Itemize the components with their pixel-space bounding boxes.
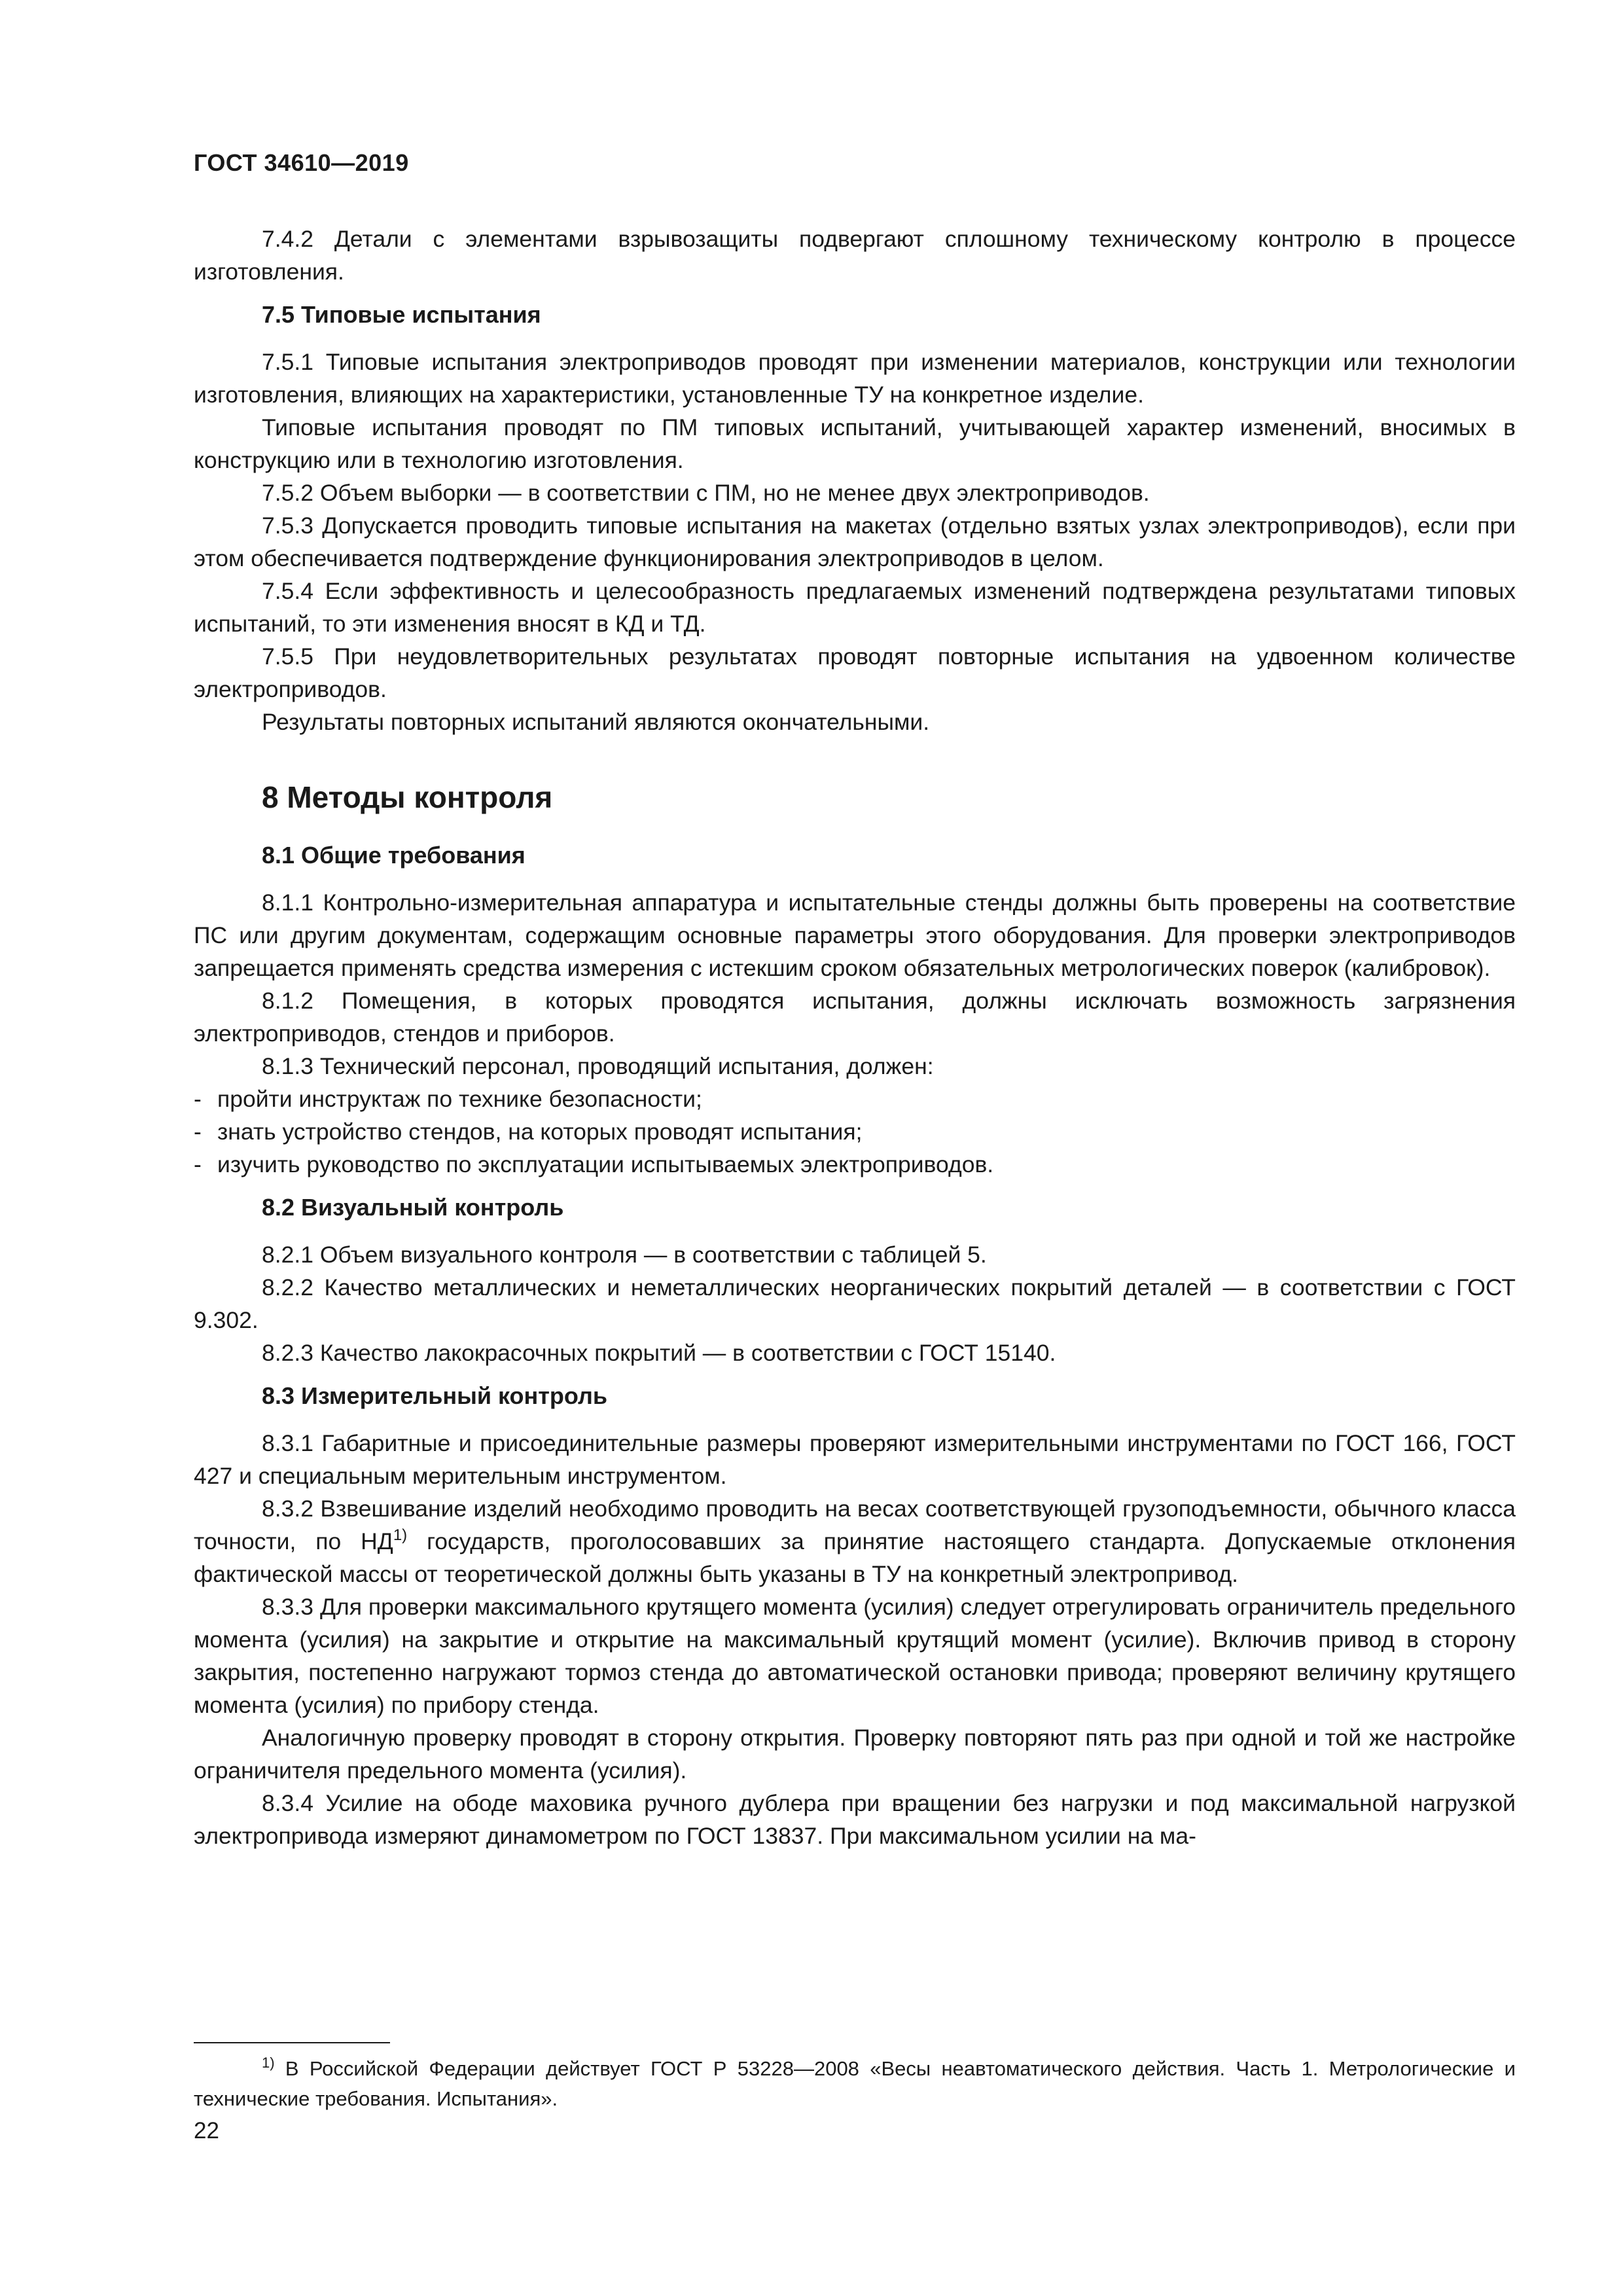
list-dash: - — [194, 1119, 202, 1145]
paragraph-8-1-3: 8.1.3 Технический персонал, проводящий испытания, должен: — [262, 1053, 934, 1079]
footnote — [194, 2054, 1516, 2114]
paragraph-7-5-5-continued: Результаты повторных испытаний являются окончательными. — [262, 709, 930, 735]
subsection-title-7-5: 7.5 Типовые испытания — [262, 301, 541, 328]
list-item — [194, 1148, 1516, 1181]
page-body — [194, 223, 1516, 1852]
list-dash: - — [194, 1151, 202, 1177]
paragraph-8-2-3: 8.2.3 Качество лакокрасочных покрытий — в соответствии с ГОСТ 15140. — [262, 1340, 1056, 1366]
subsection-title-8-3: 8.3 Измерительный контроль — [262, 1382, 607, 1409]
footnote-text: В Российской Федерации действует ГОСТ Р 53228—2008 «Весы неавтоматического действия. Часть 1. Метрологические и технические требования. Испытания». — [194, 2057, 1516, 2110]
paragraph-8-3-2-end: государств, проголосовавших за принятие настоящего стандарта. Допускаемые отклонения фактической массы от теоретической должны быть указаны в ТУ на конкретный электропривод. — [194, 1528, 1516, 1587]
list-dash: - — [194, 1086, 202, 1112]
list-item-text: пройти инструктаж по технике безопасности; — [217, 1086, 702, 1112]
paragraph-8-3-3-continued: Аналогичную проверку проводят в сторону открытия. Проверку повторяют пять раз при одной и той же настройке ограничителя предельного момента (усилия). — [194, 1725, 1516, 1784]
paragraph-8-3-2 — [194, 1492, 1516, 1590]
document-code-header: ГОСТ 34610—2019 — [194, 149, 409, 176]
section-title-8: 8 Методы контроля — [262, 780, 553, 814]
paragraph-7-4-2: 7.4.2 Детали с элементами взрывозащиты подвергают сплошному техническому контролю в процессе изготовления. — [194, 226, 1516, 285]
footnote-reference[interactable]: 1) — [393, 1526, 408, 1544]
paragraph-7-5-3: 7.5.3 Допускается проводить типовые испытания на макетах (отдельно взятых узлах электроприводов), если при этом обеспечивается подтверждение функционирования электроприводов в целом. — [194, 512, 1516, 571]
list-item — [194, 1115, 1516, 1148]
paragraph-8-3-2-start: 8.3.2 Взвешивание изделий необходимо проводить на весах соответствующей грузоподъемности, обычного класса точности, по НД — [194, 1496, 1516, 1554]
subsection-title-8-2: 8.2 Визуальный контроль — [262, 1194, 564, 1221]
paragraph-7-5-1-continued: Типовые испытания проводят по ПМ типовых испытаний, учитывающей характер изменений, вносимых в конструкцию или в технологию изготовления. — [194, 414, 1516, 473]
paragraph-8-2-2: 8.2.2 Качество металлических и неметаллических неорганических покрытий деталей — в соответствии с ГОСТ 9.302. — [194, 1274, 1516, 1333]
paragraph-7-5-2: 7.5.2 Объем выборки — в соответствии с ПМ, но не менее двух электроприводов. — [262, 480, 1150, 506]
list-item — [194, 1083, 1516, 1115]
page-number: 22 — [194, 2118, 219, 2144]
paragraph-7-5-5: 7.5.5 При неудовлетворительных результатах проводят повторные испытания на удвоенном количестве электроприводов. — [194, 643, 1516, 702]
list-item-text: знать устройство стендов, на которых проводят испытания; — [217, 1119, 863, 1145]
paragraph-8-1-1: 8.1.1 Контрольно-измерительная аппаратура и испытательные стенды должны быть проверены на соответствие ПС или другим документам, содержащим основные параметры этого оборудования. Для проверки электроприводов запрещается применять средства измерения с истекшим сроком обязательных метрологических поверок (калибровок). — [194, 889, 1516, 981]
footnote-marker: 1) — [262, 2054, 275, 2071]
paragraph-8-3-4: 8.3.4 Усилие на ободе маховика ручного дублера при вращении без нагрузки и под максимальной нагрузкой электропривода измеряют динамометром по ГОСТ 13837. При максимальном усилии на ма- — [194, 1790, 1516, 1849]
paragraph-8-3-3: 8.3.3 Для проверки максимального крутящего момента (усилия) следует отрегулировать ограничитель предельного момента (усилия) на закрытие и открытие на максимальный крутящий момент (усилие). Включив привод в сторону закрытия, постепенно нагружают тормоз стенда до автоматической остановки привода; проверяют величину крутящего момента (усилия) по прибору стенда. — [194, 1594, 1516, 1718]
subsection-title-8-1: 8.1 Общие требования — [262, 842, 526, 869]
list-item-text: изучить руководство по эксплуатации испытываемых электроприводов. — [217, 1151, 994, 1177]
paragraph-8-2-1: 8.2.1 Объем визуального контроля — в соответствии с таблицей 5. — [262, 1242, 987, 1268]
paragraph-7-5-1: 7.5.1 Типовые испытания электроприводов проводят при изменении материалов, конструкции или технологии изготовления, влияющих на характеристики, установленные ТУ на конкретное изделие. — [194, 349, 1516, 408]
paragraph-8-1-2: 8.1.2 Помещения, в которых проводятся испытания, должны исключать возможность загрязнения электроприводов, стендов и приборов. — [194, 988, 1516, 1047]
paragraph-7-5-4: 7.5.4 Если эффективность и целесообразность предлагаемых изменений подтверждена результатами типовых испытаний, то эти изменения вносят в КД и ТД. — [194, 578, 1516, 637]
footnote-divider — [194, 2042, 390, 2043]
paragraph-8-3-1: 8.3.1 Габаритные и присоединительные размеры проверяют измерительными инструментами по ГОСТ 166, ГОСТ 427 и специальным мерительным инструментом. — [194, 1430, 1516, 1489]
